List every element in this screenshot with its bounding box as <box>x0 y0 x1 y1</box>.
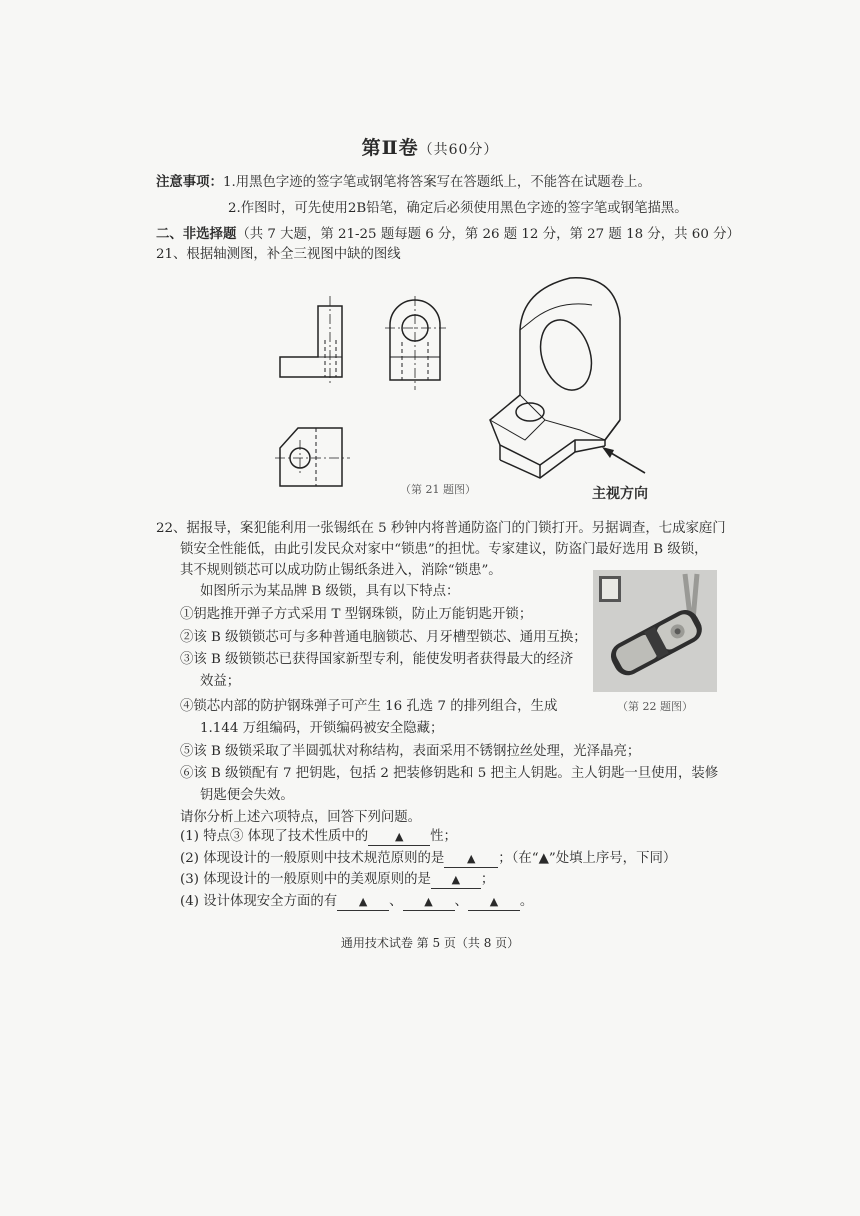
q22-prompt: 请你分析上述六项特点，回答下列问题。 <box>180 810 422 825</box>
q22-p1-line-1: 22、据报导，案犯能利用一张锡纸在 5 秒钟内将普通防盗门的门锁打开。另据调查，七成家庭门 <box>156 521 726 536</box>
q22-sub-3 <box>180 870 494 890</box>
q22-p1-line-3: 其不规则锁芯可以成功防止锡纸条进入，消除“锁患”。 <box>180 563 502 578</box>
answer-blank-4a[interactable]: ▲ <box>337 894 389 911</box>
sub-4-text: (4) 设计体现安全方面的有 <box>180 894 338 909</box>
q22-feature-3a: ③该 B 级锁锁芯已获得国家新型专利，能使发明者获得最大的经济 <box>180 652 574 667</box>
q22-sub-2 <box>180 849 676 869</box>
notes-label: 注意事项： <box>156 174 223 190</box>
q22-sub-1 <box>180 827 457 847</box>
sub-2-suffix: ；（在“▲”处填上序号，下同） <box>498 851 677 866</box>
q22-feature-1: ①钥匙推开弹子方式采用 T 型钢珠锁，防止万能钥匙开锁； <box>180 607 533 622</box>
answer-blank-2[interactable]: ▲ <box>444 851 498 868</box>
q22-feature-4b: 1.144 万组编码，开锁编码被安全隐藏； <box>200 721 444 736</box>
q22-p1-line-2: 锁安全性能低，由此引发民众对家中“锁患”的担忧。专家建议，防盗门最好选用 B 级锁， <box>180 542 708 557</box>
q22-sub-4 <box>180 892 533 912</box>
q22-feature-6b: 钥匙便会失效。 <box>200 788 294 803</box>
q22-feature-5: ⑤该 B 级锁采取了半圆弧状对称结构，表面采用不锈钢拉丝处理，光泽晶亮； <box>180 744 641 759</box>
sub-1-suffix: 性； <box>430 829 457 844</box>
answer-blank-4c[interactable]: ▲ <box>468 894 520 911</box>
q22-feature-2: ②该 B 级锁锁芯可与多种普通电脑锁芯、月牙槽型锁芯、通用互换； <box>180 630 587 645</box>
answer-blank-4b[interactable]: ▲ <box>403 894 455 911</box>
lock-photo <box>593 570 717 692</box>
answer-blank-1[interactable]: ▲ <box>368 829 430 846</box>
sub-1-text: (1) 特点③ 体现了技术性质中的 <box>180 829 369 844</box>
q21-figure <box>0 0 860 520</box>
q22-feature-6a: ⑥该 B 级锁配有 7 把钥匙，包括 2 把装修钥匙和 5 把主人钥匙。主人钥匙一旦使用，装修 <box>180 766 719 781</box>
q22-feature-4a: ④锁芯内部的防护钢珠弹子可产生 16 孔选 7 的排列组合，生成 <box>180 699 558 714</box>
sub-3-suffix: ； <box>480 872 495 887</box>
section-title: 二、非选择题 <box>156 226 237 242</box>
notes-item-2: 2.作图时，可先使用2B铅笔，确定后必须使用黑色字迹的签字笔或钢笔描黑。 <box>228 201 688 216</box>
separator-1: 、 <box>389 894 403 909</box>
answer-blank-3[interactable]: ▲ <box>431 872 481 889</box>
page-footer: 通用技术试卷 第 5 页（共 8 页） <box>340 936 520 950</box>
view-direction-label: 主视方向 <box>592 486 648 502</box>
section-detail: （共 7 大题，第 21-25 题每题 6 分，第 26 题 12 分，第 27 题 18 分，共 60 分） <box>236 227 740 242</box>
q22-feature-3b: 效益； <box>200 674 241 689</box>
isometric-view <box>490 278 620 478</box>
sub-2-text: (2) 体现设计的一般原则中技术规范原则的是 <box>180 851 445 866</box>
sub-3-text: (3) 体现设计的一般原则中的美观原则的是 <box>180 872 431 887</box>
end-mark: 。 <box>519 894 534 909</box>
separator-2: 、 <box>454 894 468 909</box>
notes-item-1: 1.用黑色字迹的签字笔或钢笔将答案写在答题纸上，不能答在试题卷上。 <box>222 175 651 190</box>
q21-text: 21、根据轴测图，补全三视图中缺的图线 <box>156 247 401 262</box>
q22-caption: （第 22 题图） <box>617 700 693 713</box>
q22-intro: 如图所示为某品牌 B 级锁，具有以下特点： <box>200 584 460 599</box>
title-main: 第Ⅱ卷 <box>361 137 419 159</box>
lock-illustration <box>593 570 717 692</box>
q21-caption: （第 21 题图） <box>400 483 476 496</box>
front-view <box>280 306 342 377</box>
title-sub: （共60分） <box>418 142 499 158</box>
